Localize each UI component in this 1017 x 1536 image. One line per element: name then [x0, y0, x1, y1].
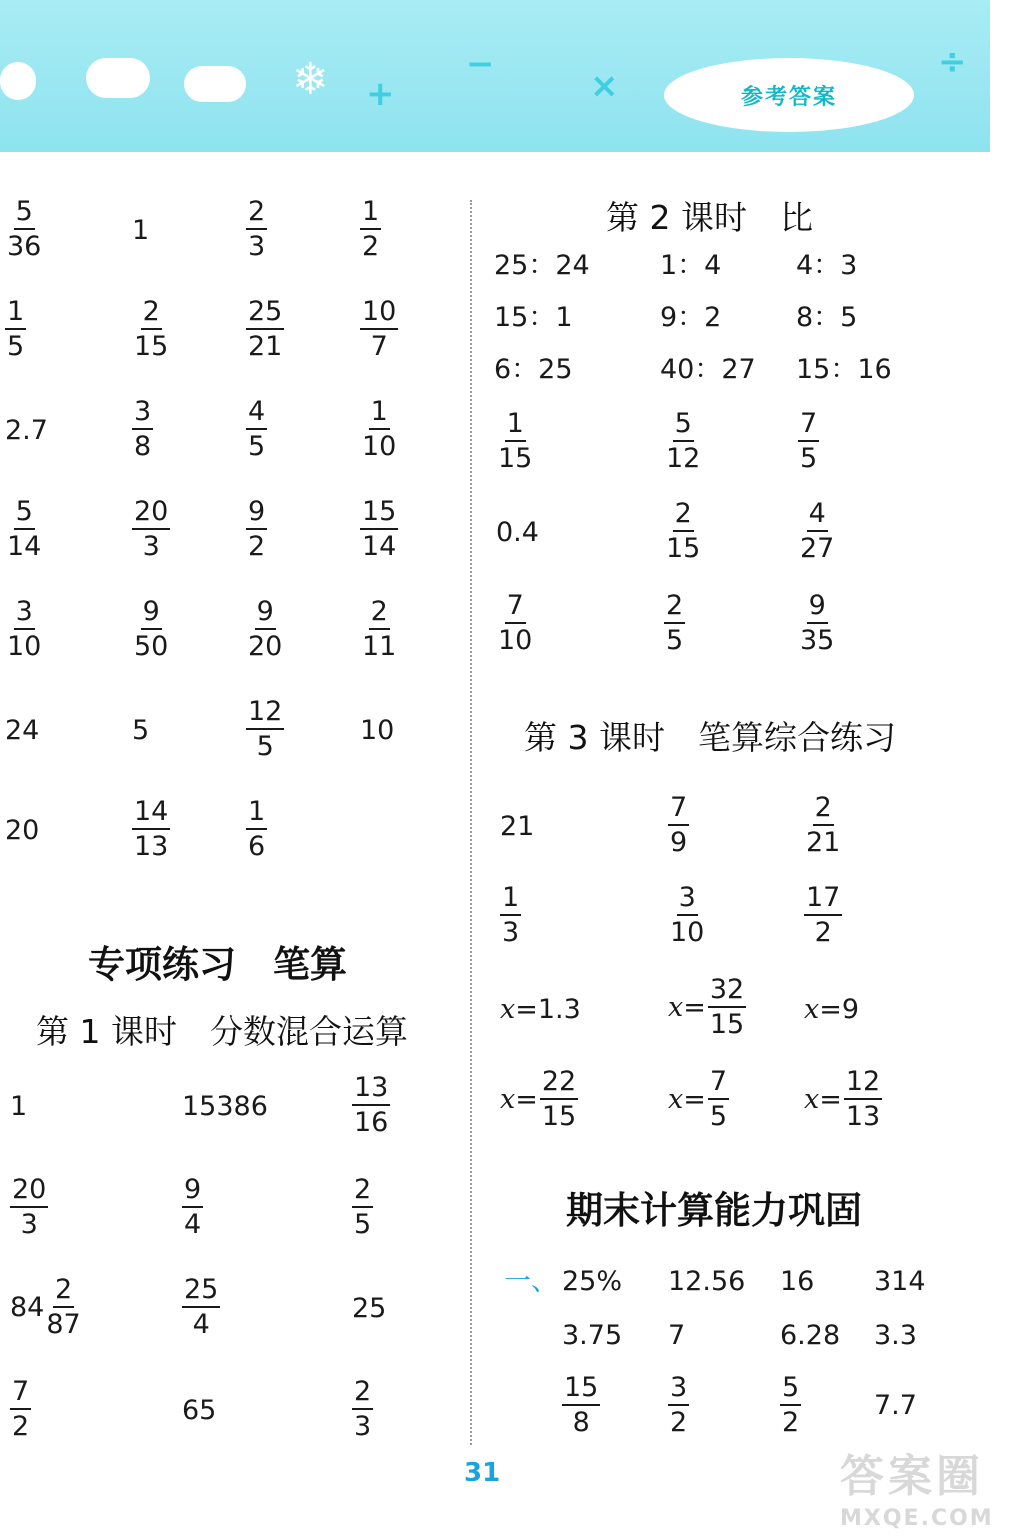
fraction — [804, 884, 842, 946]
numerator: 32 — [708, 976, 746, 1008]
denominator: 2 — [670, 1407, 688, 1438]
answer-value: 21 — [500, 810, 535, 842]
numerator: 4 — [807, 500, 828, 532]
numerator: 2 — [246, 198, 267, 230]
denominator: 15 — [666, 533, 701, 564]
numerator: 12 — [844, 1068, 882, 1100]
denominator: 3 — [354, 1411, 372, 1442]
lesson-title: 第 3 课时 笔算综合练习 — [524, 718, 896, 757]
answer-value: 25 — [352, 1292, 387, 1324]
fraction — [360, 198, 381, 260]
fraction — [496, 592, 534, 654]
denominator: 21 — [806, 827, 841, 858]
numerator: 17 — [804, 884, 842, 916]
denominator: 14 — [7, 531, 42, 562]
fraction — [798, 592, 836, 654]
variable: x — [668, 1083, 684, 1115]
variable: x — [668, 991, 684, 1023]
numerator: 7 — [505, 592, 526, 624]
answer-value: 2.7 — [5, 414, 48, 446]
fraction — [708, 976, 746, 1038]
cloud-icon — [86, 58, 150, 98]
fraction — [44, 1276, 82, 1338]
denominator: 10 — [670, 917, 705, 948]
variable: x — [804, 1083, 820, 1115]
fraction — [664, 500, 702, 562]
section-title: 期末计算能力巩固 — [566, 1189, 862, 1232]
mixed-number — [10, 1276, 83, 1338]
denominator: 15 — [541, 1101, 577, 1132]
numerator: 2 — [673, 500, 694, 532]
fraction — [132, 398, 153, 460]
denominator: 12 — [666, 443, 701, 474]
cloud-icon — [0, 62, 36, 100]
fraction — [5, 298, 26, 360]
answer-value: 5 — [132, 714, 150, 746]
ratio-answer: 15：1 — [494, 302, 573, 333]
numerator: 25 — [182, 1276, 220, 1308]
equation-answer — [668, 1068, 729, 1130]
fraction — [780, 1374, 801, 1436]
numerator: 1 — [360, 198, 381, 230]
denominator: 5 — [248, 431, 266, 462]
answer-value: 15386 — [182, 1090, 268, 1122]
numerator: 9 — [141, 598, 162, 630]
answer-value: 24 — [5, 714, 40, 746]
fraction — [798, 500, 836, 562]
ratio-answer: 8：5 — [796, 302, 858, 333]
denominator: 21 — [248, 331, 283, 362]
answer-value: 3.75 — [562, 1320, 623, 1351]
variable: x — [804, 994, 820, 1025]
answer-value: 314 — [874, 1266, 926, 1297]
fraction — [804, 794, 842, 856]
denominator: 10 — [7, 631, 42, 662]
fraction — [246, 298, 284, 360]
equation-answer — [804, 994, 859, 1025]
equation-value: 9 — [841, 994, 860, 1025]
watermark-logo: 答案圈 MXQE.COM — [840, 1451, 994, 1531]
fraction — [182, 1176, 203, 1238]
numerator: 5 — [14, 498, 35, 530]
fraction — [352, 1378, 373, 1440]
numerator: 1 — [369, 398, 390, 430]
fraction — [246, 598, 284, 660]
denominator: 13 — [845, 1101, 881, 1132]
ratio-answer: 15：16 — [796, 354, 892, 385]
divide-icon: ÷ — [938, 42, 967, 82]
denominator: 10 — [498, 625, 533, 656]
fraction — [360, 298, 398, 360]
numerator: 2 — [141, 298, 162, 330]
fraction — [246, 198, 267, 260]
ratio-answer: 25：24 — [494, 250, 590, 281]
denominator: 5 — [7, 331, 25, 362]
denominator: 3 — [142, 531, 160, 562]
equals-sign: = — [515, 994, 538, 1025]
numerator: 2 — [352, 1176, 373, 1208]
fraction — [246, 398, 267, 460]
answer-value: 65 — [182, 1394, 217, 1426]
denominator: 15 — [498, 443, 533, 474]
fraction — [132, 598, 170, 660]
denominator: 3 — [502, 917, 520, 948]
denominator: 2 — [782, 1407, 800, 1438]
answer-value: 12.56 — [668, 1266, 746, 1297]
plus-icon: + — [366, 74, 395, 114]
numerator: 1 — [5, 298, 26, 330]
fraction — [132, 298, 170, 360]
denominator: 2 — [362, 231, 380, 262]
variable: x — [500, 1083, 516, 1115]
question-number: 一、 — [504, 1266, 558, 1297]
ratio-answer: 9：2 — [660, 302, 722, 333]
answer-value: 1 — [132, 214, 150, 246]
numerator: 5 — [780, 1374, 801, 1406]
numerator: 2 — [813, 794, 834, 826]
answer-key-tag: 参考答案 — [664, 58, 914, 132]
multiply-icon: × — [590, 66, 619, 106]
lesson-title: 第 2 课时 比 — [606, 198, 813, 237]
minus-icon: − — [466, 44, 495, 84]
denominator: 5 — [256, 731, 274, 762]
equation-answer — [668, 976, 746, 1038]
answer-value: 1 — [10, 1090, 28, 1122]
denominator: 6 — [248, 831, 266, 862]
answer-value: 3.3 — [874, 1320, 917, 1351]
fraction — [668, 794, 689, 856]
fraction — [798, 410, 819, 472]
fraction — [540, 1068, 578, 1130]
numerator: 3 — [668, 1374, 689, 1406]
fraction — [664, 592, 685, 654]
numerator: 14 — [132, 798, 170, 830]
fraction — [132, 798, 170, 860]
denominator: 27 — [800, 533, 835, 564]
fraction — [844, 1068, 882, 1130]
page-number: 31 — [464, 1458, 501, 1488]
answer-value: 7 — [668, 1320, 686, 1351]
ratio-answer: 1：4 — [660, 250, 722, 281]
fraction — [246, 498, 267, 560]
answer-value: 25% — [562, 1266, 623, 1297]
numerator: 7 — [708, 1068, 729, 1100]
denominator: 7 — [370, 331, 388, 362]
variable: x — [500, 994, 516, 1025]
fraction — [5, 498, 43, 560]
denominator: 5 — [354, 1209, 372, 1240]
fraction — [246, 798, 267, 860]
denominator: 35 — [800, 625, 835, 656]
numerator: 9 — [807, 592, 828, 624]
whole-part: 84 — [10, 1291, 45, 1323]
numerator: 1 — [246, 798, 267, 830]
fraction — [182, 1276, 220, 1338]
fraction — [664, 410, 702, 472]
denominator: 16 — [354, 1107, 389, 1138]
denominator: 15 — [134, 331, 169, 362]
denominator: 4 — [192, 1309, 210, 1340]
equals-sign: = — [819, 994, 842, 1025]
numerator: 10 — [360, 298, 398, 330]
fraction — [360, 598, 398, 660]
equation-value: 1.3 — [537, 994, 581, 1025]
numerator: 9 — [182, 1176, 203, 1208]
numerator: 4 — [246, 398, 267, 430]
denominator: 8 — [572, 1407, 590, 1438]
fraction — [5, 598, 43, 660]
fraction — [352, 1176, 373, 1238]
fraction — [5, 198, 43, 260]
equation-answer — [804, 1068, 882, 1130]
ratio-answer: 6：25 — [494, 354, 573, 385]
numerator: 20 — [132, 498, 170, 530]
equals-sign: = — [515, 1083, 538, 1115]
numerator: 3 — [677, 884, 698, 916]
numerator: 2 — [664, 592, 685, 624]
denominator: 2 — [248, 531, 266, 562]
answer-value: 16 — [780, 1266, 815, 1297]
answer-value: 10 — [360, 714, 395, 746]
denominator: 20 — [248, 631, 283, 662]
numerator: 12 — [246, 698, 284, 730]
numerator: 2 — [369, 598, 390, 630]
numerator: 20 — [10, 1176, 48, 1208]
numerator: 25 — [246, 298, 284, 330]
snowflake-icon: ❄ — [292, 54, 329, 105]
denominator: 50 — [134, 631, 169, 662]
answer-value: 20 — [5, 814, 40, 846]
equals-sign: = — [683, 1083, 706, 1115]
denominator: 5 — [800, 443, 818, 474]
numerator: 15 — [360, 498, 398, 530]
header-banner — [0, 0, 990, 152]
fraction — [10, 1378, 31, 1440]
numerator: 7 — [798, 410, 819, 442]
section-title: 专项练习 笔算 — [88, 943, 347, 986]
denominator: 8 — [134, 431, 152, 462]
numerator: 22 — [540, 1068, 578, 1100]
fraction — [500, 884, 521, 946]
denominator: 5 — [666, 625, 684, 656]
numerator: 3 — [14, 598, 35, 630]
numerator: 5 — [673, 410, 694, 442]
numerator: 3 — [132, 398, 153, 430]
fraction — [132, 498, 170, 560]
denominator: 36 — [7, 231, 42, 262]
rain-cloud-icon — [184, 66, 246, 102]
column-divider — [470, 200, 472, 1445]
answer-value: 7.7 — [874, 1390, 917, 1421]
fraction — [668, 1374, 689, 1436]
ratio-answer: 40：27 — [660, 354, 756, 385]
denominator: 3 — [20, 1209, 38, 1240]
ratio-answer: 4：3 — [796, 250, 858, 281]
denominator: 5 — [709, 1101, 728, 1132]
numerator: 7 — [668, 794, 689, 826]
denominator: 87 — [46, 1309, 81, 1340]
fraction — [246, 698, 284, 760]
numerator: 15 — [562, 1374, 600, 1406]
equation-answer — [500, 1068, 578, 1130]
denominator: 4 — [184, 1209, 202, 1240]
fraction — [668, 884, 706, 946]
denominator: 2 — [12, 1411, 30, 1442]
equation-answer — [500, 994, 581, 1025]
equals-sign: = — [683, 991, 706, 1023]
numerator: 13 — [352, 1074, 390, 1106]
denominator: 3 — [248, 231, 266, 262]
denominator: 15 — [709, 1009, 745, 1040]
denominator: 14 — [362, 531, 397, 562]
numerator: 9 — [255, 598, 276, 630]
denominator: 10 — [362, 431, 397, 462]
numerator: 5 — [14, 198, 35, 230]
equals-sign: = — [819, 1083, 842, 1115]
fraction — [360, 398, 398, 460]
answer-value: 6.28 — [780, 1320, 841, 1351]
fraction — [708, 1068, 729, 1130]
denominator: 13 — [134, 831, 169, 862]
numerator: 2 — [352, 1378, 373, 1410]
numerator: 9 — [246, 498, 267, 530]
fraction — [562, 1374, 600, 1436]
fraction — [496, 410, 534, 472]
lesson-title: 第 1 课时 分数混合运算 — [36, 1012, 408, 1051]
denominator: 9 — [670, 827, 688, 858]
numerator: 1 — [500, 884, 521, 916]
numerator: 1 — [505, 410, 526, 442]
denominator: 11 — [362, 631, 397, 662]
fraction — [10, 1176, 48, 1238]
denominator: 2 — [814, 917, 832, 948]
numerator: 2 — [53, 1276, 74, 1308]
answer-value: 0.4 — [496, 516, 539, 548]
fraction — [352, 1074, 390, 1136]
fraction — [360, 498, 398, 560]
numerator: 7 — [10, 1378, 31, 1410]
